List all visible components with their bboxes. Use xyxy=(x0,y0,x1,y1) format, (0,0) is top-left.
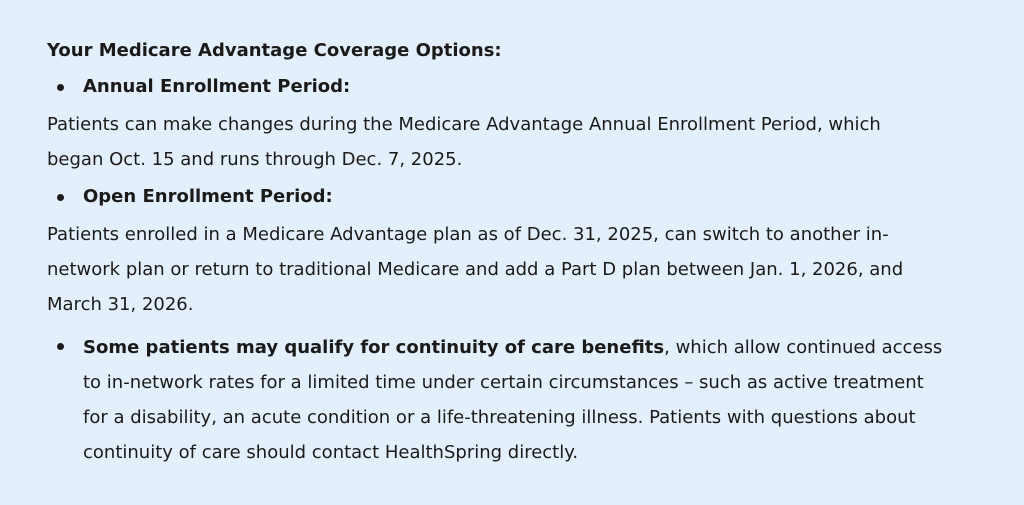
description-line: continuity of care should contact HealthSpring directly. xyxy=(83,442,579,463)
bullet-dot-icon xyxy=(57,84,64,91)
description-line: Patients enrolled in a Medicare Advantage plan as of Dec. 31, 2025, can switch to another in- xyxy=(47,224,889,245)
description-line: for a disability, an acute condition or a life-threatening illness. Patients with questions about xyxy=(83,407,916,428)
item-description xyxy=(47,107,881,177)
item-title: Annual Enrollment Period: xyxy=(83,76,351,97)
description-line xyxy=(83,330,942,365)
bullet-dot-icon xyxy=(57,194,64,201)
description-continuation: , which allow continued access xyxy=(664,337,943,358)
item-title: Some patients may qualify for continuity of care benefits xyxy=(83,337,665,358)
item-title: Open Enrollment Period: xyxy=(83,186,333,207)
bullet-dot-icon xyxy=(57,343,64,350)
description-line: Patients can make changes during the Medicare Advantage Annual Enrollment Period, which xyxy=(47,114,881,135)
item-description xyxy=(47,217,903,322)
description-line: network plan or return to traditional Medicare and add a Part D plan between Jan. 1, 2026, and xyxy=(47,259,904,280)
item-description xyxy=(83,330,942,470)
page-title: Your Medicare Advantage Coverage Options: xyxy=(47,40,502,61)
description-line: March 31, 2026. xyxy=(47,294,194,315)
description-line: to in-network rates for a limited time under certain circumstances – such as active treatment xyxy=(83,372,924,393)
description-line: began Oct. 15 and runs through Dec. 7, 2025. xyxy=(47,149,463,170)
